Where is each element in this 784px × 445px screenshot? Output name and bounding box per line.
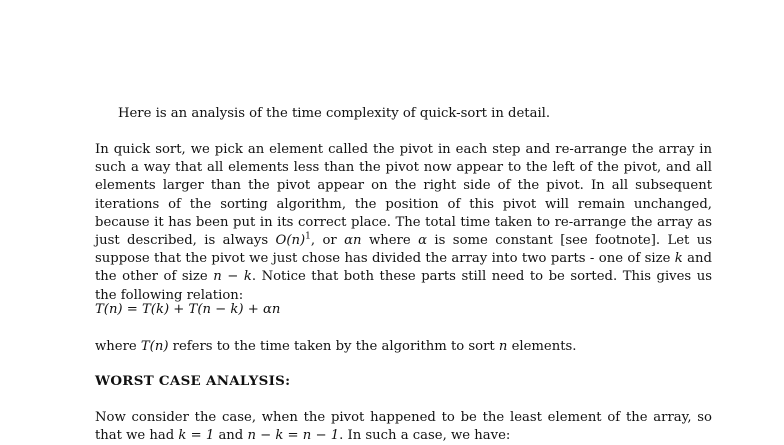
math-o-n: O(n) (275, 233, 306, 249)
math-n: n (498, 339, 508, 354)
footnote-marker: 1 (305, 231, 311, 242)
worst-case-paragraph (95, 409, 712, 445)
text-run: Now consider the case, when the pivot happened to be the least element of the array, so that we had (95, 410, 712, 444)
text-run: and (214, 428, 248, 444)
text-run: is some constant [see footnote]. Let us suppose that the pivot we just chose has divided the array into two parts - one of size (95, 233, 713, 267)
math-t-n: T(n) (140, 339, 169, 354)
math-n-minus-k-equals: n − k = n − 1 (247, 428, 340, 444)
text-run: . In such a case, we have: (339, 428, 511, 444)
where-paragraph (95, 338, 712, 356)
text-run: where (361, 233, 419, 249)
text-run: elements. (507, 339, 577, 354)
text-run: and the other of size (95, 251, 712, 285)
equation-text: T(n) = T(k) + T(n − k) + αn (95, 302, 281, 317)
math-n-minus-k: n − k (213, 269, 252, 285)
text-run: . Notice that both these parts still need to be sorted. This gives us the following relation: (95, 269, 713, 303)
text-run: In quick sort, we pick an element called the pivot in each step and re-arrange the array in such a way that all elements less than the pivot now appear to the left of the pivot, and all elements larger than the pivot appear on the right side of the pivot. In all subsequent iterations of the sorting algorithm, the position of this pivot will remain unchanged, because it has been put in its correct place. The total time taken to re-arrange the array as just described, is always (95, 142, 712, 249)
recurrence-equation (95, 301, 712, 319)
text-run: refers to the time taken by the algorithm to sort (168, 339, 499, 354)
math-k-equals-1: k = 1 (178, 428, 215, 444)
quicksort-paragraph (95, 141, 712, 305)
text-run: where (95, 339, 141, 354)
math-alpha-n: αn (344, 233, 362, 249)
math-alpha: α (418, 233, 427, 249)
text-run: , or (310, 233, 345, 249)
section-heading: WORST CASE ANALYSIS: (95, 373, 291, 389)
intro-paragraph: Here is an analysis of the time complexity of quick-sort in detail. (118, 106, 551, 121)
math-k: k (674, 251, 683, 267)
